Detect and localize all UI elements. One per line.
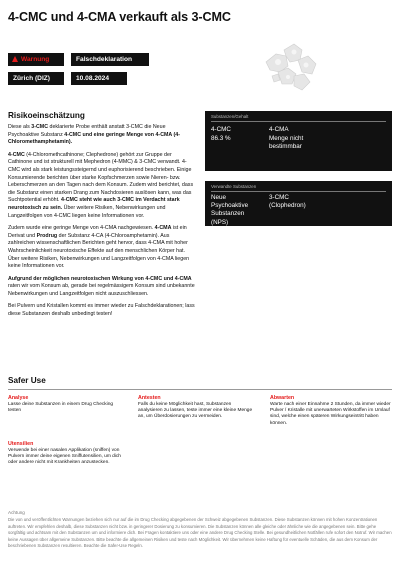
body-text: Über weitere Risiken, Nebenwirkungen und Langzeitfolgen von 4-CMC liegen keine Informationen vor. xyxy=(8,204,166,219)
related-panel xyxy=(205,181,392,226)
safer-use-tip xyxy=(270,395,392,427)
risk-paragraph xyxy=(8,124,197,147)
related-substance: 3-CMC (Clophedron) xyxy=(269,194,306,210)
related-label: Verwandte Substanzen xyxy=(211,184,257,189)
warning-triangle-icon xyxy=(12,56,18,62)
tip-heading: Utensilien xyxy=(8,441,34,447)
tip-text: Lasse deine Substanzen in einem Drug Checking testen xyxy=(8,402,114,414)
risk-heading: Risikoeinschätzung xyxy=(8,111,85,120)
page-title: 4-CMC und 4-CMA verkauft als 3-CMC xyxy=(8,10,231,24)
substance-name: 4-CMC xyxy=(211,126,231,133)
warning-badge xyxy=(8,53,64,66)
results-label: Substanzen/Gehalt xyxy=(211,114,249,119)
sample-photo xyxy=(258,32,324,98)
tip-text: Falls du keine Möglichkeit hast, Substanzen analysieren zu lassen, teste immer eine kleine Menge an, um Überdosierungen zu vermeiden. xyxy=(138,402,253,420)
risk-assessment xyxy=(8,111,197,324)
type-badge: Falschdeklaration xyxy=(71,53,149,66)
tip-heading: Antesten xyxy=(138,395,161,401)
divider xyxy=(8,389,392,390)
safer-use-tip xyxy=(138,395,256,421)
results-panel xyxy=(205,111,392,171)
date-badge: 10.08.2024 xyxy=(71,72,127,85)
tip-text: Verwende bei einer nasalen Applikation (sniffen) von Pulvern immer deine eigenen Sniffutensilien, um dich oder andere nicht mit Krankheiten anzustecken. xyxy=(8,448,121,466)
risk-paragraph xyxy=(8,303,197,318)
divider xyxy=(211,191,386,192)
emphasis-text: 3-CMC xyxy=(31,124,49,130)
body-text: Zudem wurde eine geringe Menge von 4-CMA nachgewiesen. xyxy=(8,225,155,232)
emphasis-text: 4-CMC xyxy=(8,151,25,158)
tip-text: Warte nach einer Einnahme 2 Stunden, da immer wieder Pulver / Kristalle mit unerwarteten Wirkstoffen im Umlauf sind, welche einen späteren Wirkungseintritt haben können. xyxy=(270,402,391,426)
emphasis-text: 4-CMA xyxy=(154,225,172,232)
location-badge: Zürich (DIZ) xyxy=(8,72,64,85)
tip-heading: Abwarten xyxy=(270,395,295,401)
safer-use-tip xyxy=(8,441,126,467)
safer-use-tip xyxy=(8,395,126,414)
tip-heading: Analyse xyxy=(8,395,29,401)
emphasis-text: Aufgrund der möglichen neurotoxischen Wirkung von 4-CMC und 4-CMA xyxy=(8,275,192,282)
body-text: ist ein Derivat und xyxy=(8,225,187,239)
emphasis-text: 4-CMC und eine geringe Menge von 4-CMA (4-Chloromethamphetamin). xyxy=(8,131,181,146)
body-text: Diese als xyxy=(8,124,32,130)
disclaimer-heading: Achtung xyxy=(8,510,25,515)
body-text: Bei Pulvern und Kristallen kommt es immer wieder zu Falschdeklarationen; lass diese Substanzen deshalb unbedingt testen! xyxy=(8,303,195,318)
warning-badge-label: Warnung xyxy=(21,56,50,63)
emphasis-text: 4-CMC steht wie auch 3-CMC im Verdacht stark neurotoxisch zu sein. xyxy=(8,197,180,211)
body-text: deklarierte Probe enthält anstatt 3-CMC die Neue Psychoaktive Substanz xyxy=(8,124,166,138)
substance-amount: 86.3 % xyxy=(211,135,231,142)
related-category: Neue Psychoaktive Substanzen (NPS) xyxy=(211,194,249,226)
risk-paragraph xyxy=(8,276,197,299)
risk-paragraph xyxy=(8,225,197,271)
emphasis-text: Prodrug xyxy=(36,232,58,239)
substance-amount: Menge nicht bestimmbar xyxy=(269,135,304,151)
divider xyxy=(211,121,386,122)
substance-name: 4-CMA xyxy=(269,126,289,133)
risk-paragraph xyxy=(8,152,197,220)
disclaimer xyxy=(8,509,392,550)
disclaimer-text: Die von und veröffentlichten Warnungen beziehen sich nur auf die im Drug Checking abgegebenen der Schweiz abgegebenen Substanzen. Diese Substanzen können mit hohen Konzentrationen auftreten. Wir empfehlen deshalb, diese Substanzen nicht bzw. in geringerer Dosierung zu konsumieren. Die Substanzen können alle gleiche oder ähnliche wie die angegebenen sein. Bitte gehe sorgfältig und achtsam mit den Substanzen um und informiere dich. Bei Fragen kontaktiere uns oder eine andere Drug Checking Stelle. Bei gesundheitlichen Notfällen rufe sofort den Notruf. Wir machen keine Aussagen über allgemeine Substanzen. Bitte beachte die allgemeinen Risiken und teste nach Möglichkeit. Wir übernehmen keine Haftung für eventuelle Schäden, die aus dem Konsum der beschriebenen Substanzen resultieren. Beachte die Safer-Use Regeln. xyxy=(8,517,392,549)
body-text: raten wir vom Konsum ab, gerade bei regelmässigem Konsum sind unbekannte Nebenwirkungen und Langzeitfolgen nicht auszuschliessen. xyxy=(8,283,195,297)
body-text: (4-Chloromethcathinone; Clephedrone) gehört zur Gruppe der Cathinone und ist strukturell mit Mephedron (4-MMC) & 3-CMC verwandt. 4-CMC wird als stark leistungssteigernd und euphorisierend beschrieben. Einige Konsumierende berichten über starke Kopfschmerzen sowie Nieren- bzw. Leberschmerzen an den Tagen nach dem Konsum. Zudem wird berichtet, dass die Substanz einen starken Drang zum Nachdosieren auslösen kann, was das Suchtpotential erhöht. xyxy=(8,151,194,204)
safer-use-heading: Safer Use xyxy=(8,376,46,385)
body-text: der Substanz 4-CA (4-Chloroamphetamin). Aus zahlreichen wissenschaftlichen Berichten geht hervor, dass 4-CMA mit hoher Wahrscheinlichkeit neurotoxische Effekte auf den menschlichen Körper hat. Über weitere Risiken, Nebenwirkungen und Langzeitfolgen von 4-CMA liegen keine Informationen vor. xyxy=(8,232,190,270)
